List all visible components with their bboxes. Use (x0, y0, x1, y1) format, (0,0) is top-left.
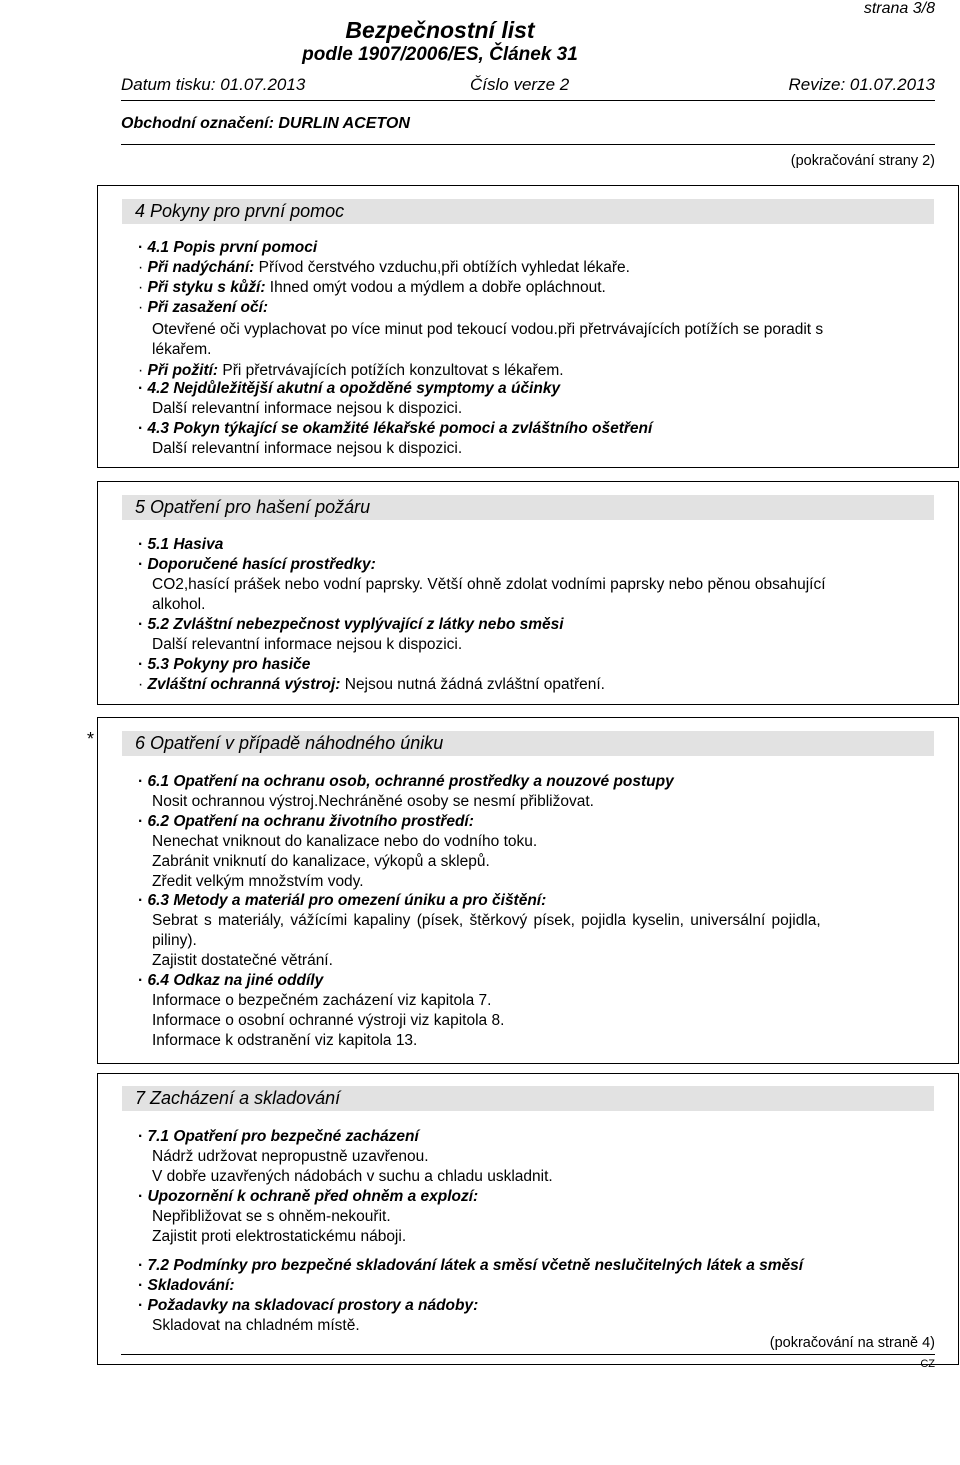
document-subtitle: podle 1907/2006/ES, Článek 31 (302, 44, 578, 65)
s7-fire-heading: · Upozornění k ochraně před ohněm a explozí: (138, 1188, 479, 1205)
trade-name: Obchodní označení: DURLIN ACETON (121, 115, 410, 132)
section-7-heading: 7 Zacházení a skladování (122, 1086, 934, 1111)
s6-3-text-1: Sebrat s materiály, vážícími kapaliny (písek, štěrkový písek, pojidla kyselin, universální pojidla, (152, 912, 821, 929)
trade-name-rule (121, 144, 935, 145)
s7-1-text-2: V dobře uzavřených nádobách v suchu a chladu uskladnit. (152, 1168, 553, 1185)
s6-4-heading: · 6.4 Odkaz na jiné oddíly (138, 972, 324, 989)
s4-skin: · Při styku s kůží: Ihned omýt vodou a mýdlem a dobře opláchnout. (138, 279, 606, 296)
s6-4-text-3: Informace k odstranění viz kapitola 13. (152, 1032, 418, 1049)
s7-1-text-1: Nádrž udržovat nepropustně uzavřenou. (152, 1148, 429, 1165)
s5-2-text: Další relevantní informace nejsou k dispozici. (152, 636, 463, 653)
s7-fire-text-1: Nepřibližovat se s ohněm-nekouřit. (152, 1208, 391, 1225)
continued-to: (pokračování na straně 4) (769, 1335, 935, 1351)
s6-1-heading: · 6.1 Opatření na ochranu osob, ochranné prostředky a nouzové postupy (138, 773, 674, 790)
document-title: Bezpečnostní list (345, 17, 535, 43)
revision-date: Revize: 01.07.2013 (788, 75, 935, 94)
s4-inhalation: · Při nadýchání: Přívod čerstvého vzduchu,při obtížích vyhledat lékaře. (138, 259, 630, 276)
s6-1-text: Nosit ochrannou výstroj.Nechráněné osoby se nesmí přibližovat. (152, 793, 594, 810)
footer-rule (121, 1354, 935, 1355)
s4-2-text: Další relevantní informace nejsou k dispozici. (152, 400, 463, 417)
section-6-heading: 6 Opatření v případě náhodného úniku (122, 731, 934, 756)
s6-2-heading: · 6.2 Opatření na ochranu životního prostředí: (138, 813, 474, 830)
s7-1-heading: · 7.1 Opatření pro bezpečné zacházení (138, 1128, 419, 1145)
s6-3-text-2: piliny). (152, 932, 197, 949)
s6-2-text-2: Zabránit vniknutí do kanalizace, výkopů a sklepů. (152, 853, 490, 870)
s6-4-text-1: Informace o bezpečném zacházení viz kapitola 7. (152, 992, 492, 1009)
s7-2-heading: · 7.2 Podmínky pro bezpečné skladování látek a směsí včetně neslučitelných látek a směsí (138, 1257, 804, 1274)
s4-eyes-label: · Při zasažení očí: (138, 299, 269, 316)
continued-from: (pokračování strany 2) (790, 153, 935, 169)
s4-3-heading: · 4.3 Pokyn týkající se okamžité lékařské pomoci a zvláštního ošetření (138, 420, 653, 437)
s6-3-heading: · 6.3 Metody a materiál pro omezení úniku a pro čištění: (138, 892, 547, 909)
s5-equipment: · Zvláštní ochranná výstroj: Nejsou nutná žádná zvláštní opatření. (138, 676, 605, 693)
s7-requirements-text: Skladovat na chladném místě. (152, 1317, 360, 1334)
s5-agents-label: · Doporučené hasící prostředky: (138, 556, 376, 573)
s6-4-text-2: Informace o osobní ochranné výstroji viz kapitola 8. (152, 1012, 505, 1029)
section-4-heading: 4 Pokyny pro první pomoc (122, 199, 934, 224)
s5-agents-text: CO2,hasící prášek nebo vodní paprsky. Větší ohně zdolat vodními paprsky nebo pěnou obsahující (152, 576, 826, 593)
s4-eyes-text-2: lékařem. (152, 341, 212, 358)
s6-2-text-3: Zředit velkým množstvím vody. (152, 873, 364, 890)
s7-requirements-label: · Požadavky na skladovací prostory a nádoby: (138, 1297, 479, 1314)
print-date: Datum tisku: 01.07.2013 (121, 75, 306, 94)
s6-2-text-1: Nenechat vniknout do kanalizace nebo do vodního toku. (152, 833, 538, 850)
s5-1-heading: · 5.1 Hasiva (138, 536, 224, 553)
s4-ingestion: · Při požití: Při přetrvávajících potížích konzultovat s lékařem. (138, 362, 564, 379)
header-rule (121, 100, 935, 101)
page-number: strana 3/8 (863, 0, 935, 17)
s4-1-heading: · 4.1 Popis první pomoci (138, 239, 318, 256)
s5-agents-text-2: alkohol. (152, 596, 206, 613)
section-5-heading: 5 Opatření pro hašení požáru (122, 495, 934, 520)
revision-marker: * (87, 729, 95, 749)
s4-2-heading: · 4.2 Nejdůležitější akutní a opožděné symptomy a účinky (138, 380, 561, 397)
s6-3-text-3: Zajistit dostatečné větrání. (152, 952, 333, 969)
language-code: CZ (920, 1358, 935, 1370)
s7-storage-label: · Skladování: (138, 1277, 235, 1294)
version-number: Číslo verze 2 (470, 75, 570, 94)
s7-fire-text-2: Zajistit proti elektrostatickému náboji. (152, 1228, 407, 1245)
s5-3-heading: · 5.3 Pokyny pro hasiče (138, 656, 311, 673)
s4-eyes-text: Otevřené oči vyplachovat po více minut pod tekoucí vodou.při přetrvávajících potížích se poradit s (152, 321, 824, 338)
s5-2-heading: · 5.2 Zvláštní nebezpečnost vyplývající z látky nebo směsi (138, 616, 564, 633)
s4-3-text: Další relevantní informace nejsou k dispozici. (152, 440, 463, 457)
